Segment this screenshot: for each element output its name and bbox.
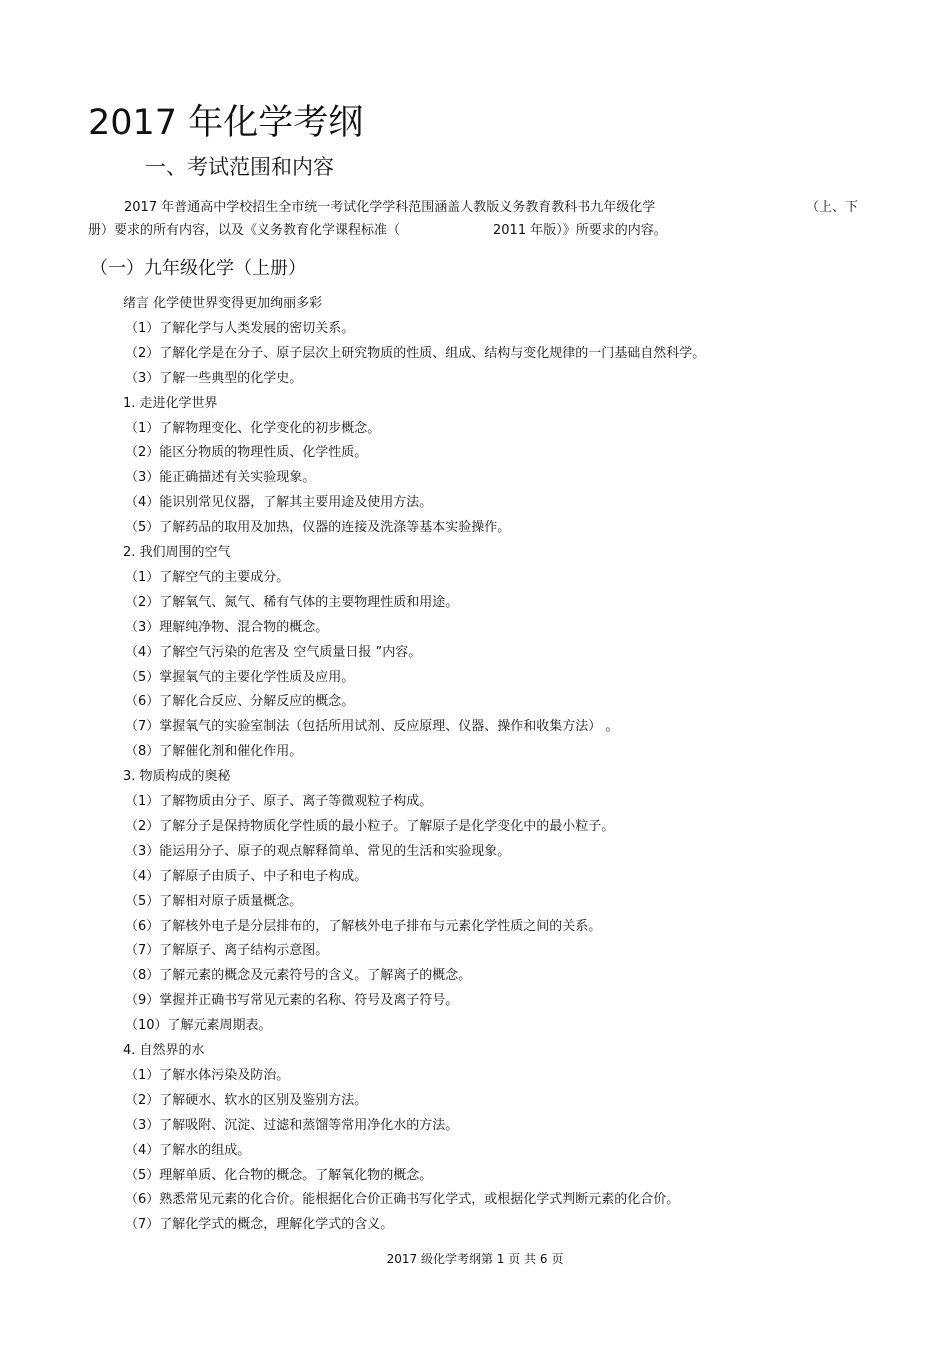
list-item: （4）了解空气污染的危害及 空气质量日报 ”内容。 [125,644,422,660]
list-item: （1）了解物质由分子、原子、离子等微观粒子构成。 [125,794,433,809]
list-item: （3）了解吸附、沉淀、过滤和蒸馏等常用净化水的方法。 [125,1117,459,1133]
list-item: （3）了解一些典型的化学史。 [125,370,303,386]
list-item: （5）了解相对原子质量概念。 [125,893,303,909]
list-item: （5）理解单质、化合物的概念。了解氧化物的概念。 [125,1167,433,1183]
topic-heading: 2. 我们周围的空气 [123,545,231,560]
list-item: （1）了解空气的主要成分。 [125,569,290,585]
list-item: （2）了解化学是在分子、原子层次上研究物质的性质、组成、结构与变化规律的一门基础自然科学。 [125,345,706,361]
list-item: （3）能运用分子、原子的观点解释简单、常见的生活和实验现象。 [125,843,511,859]
list-item: （6）了解化合反应、分解反应的概念。 [125,694,355,710]
list-item: （2）了解分子是保持物质化学性质的最小粒子。了解原子是化学变化中的最小粒子。 [125,818,615,834]
list-item: （3）理解纯净物、混合物的概念。 [125,619,329,635]
subheading-grade9-vol1: （一）九年级化学（上册） [90,258,306,279]
topic-heading: 绪言 化学使世界变得更加绚丽多彩 [123,296,323,311]
intro-line-2-b: 2011 年版）》所要求的内容。 [493,223,667,238]
list-item: （1）了解化学与人类发展的密切关系。 [125,320,355,336]
list-item: （2）了解氧气、氮气、稀有气体的主要物理性质和用途。 [125,594,459,610]
list-item: （4）能识别常见仪器，了解其主要用途及使用方法。 [125,495,433,511]
list-item: （1）了解水体污染及防治。 [125,1067,290,1083]
list-item: （8）了解元素的概念及元素符号的含义。了解离子的概念。 [125,968,472,984]
page-footer: 2017 级化学考纲第 1 页 共 6 页 [386,1252,564,1266]
list-item: （5）了解药品的取用及加热，仪器的连接及洗涤等基本实验操作。 [125,520,511,536]
list-item: （4）了解水的组成。 [125,1142,251,1158]
list-item: （9）掌握并正确书写常见元素的名称、符号及离子符号。 [125,993,459,1009]
intro-line-1-right: （上、下 [806,200,859,215]
list-item: （2）了解硬水、软水的区别及鉴别方法。 [125,1092,368,1108]
list-item: （4）了解原子由质子、中子和电子构成。 [125,868,368,884]
topic-heading: 1. 走进化学世界 [123,395,218,411]
list-item: （8）了解催化剂和催化作用。 [125,744,303,760]
section-heading: 一、考试范围和内容 [145,155,334,179]
list-item: （7）了解化学式的概念，理解化学式的含义。 [125,1217,394,1233]
intro-line-2-a: 册）要求的所有内容，以及《义务教育化学课程标准（ [88,223,401,238]
list-item: （6）了解核外电子是分层排布的，了解核外电子排布与元素化学性质之间的关系。 [125,918,602,934]
list-item: （1）了解物理变化、化学变化的初步概念。 [125,420,381,436]
intro-line-1-main: 2017 年普通高中学校招生全市统一考试化学学科范围涵盖人教版义务教育教科书九年级化学 [124,200,656,215]
list-item: （10）了解元素周期表。 [125,1018,272,1034]
list-item: （7）掌握氧气的实验室制法（包括所用试剂、反应原理、仪器、操作和收集方法） 。 [125,719,619,735]
document-title: 2017 年化学考纲 [88,103,364,143]
list-item: （3）能正确描述有关实验现象。 [125,470,316,486]
list-item: （2）能区分物质的物理性质、化学性质。 [125,445,368,461]
list-item: （6）熟悉常见元素的化合价。能根据化合价正确书写化学式，或根据化学式判断元素的化合价。 [125,1192,680,1208]
list-item: （5）掌握氧气的主要化学性质及应用。 [125,669,355,685]
topic-heading: 3. 物质构成的奥秘 [123,769,231,785]
list-item: （7）了解原子、离子结构示意图。 [125,943,329,959]
topic-heading: 4. 自然界的水 [123,1043,205,1058]
